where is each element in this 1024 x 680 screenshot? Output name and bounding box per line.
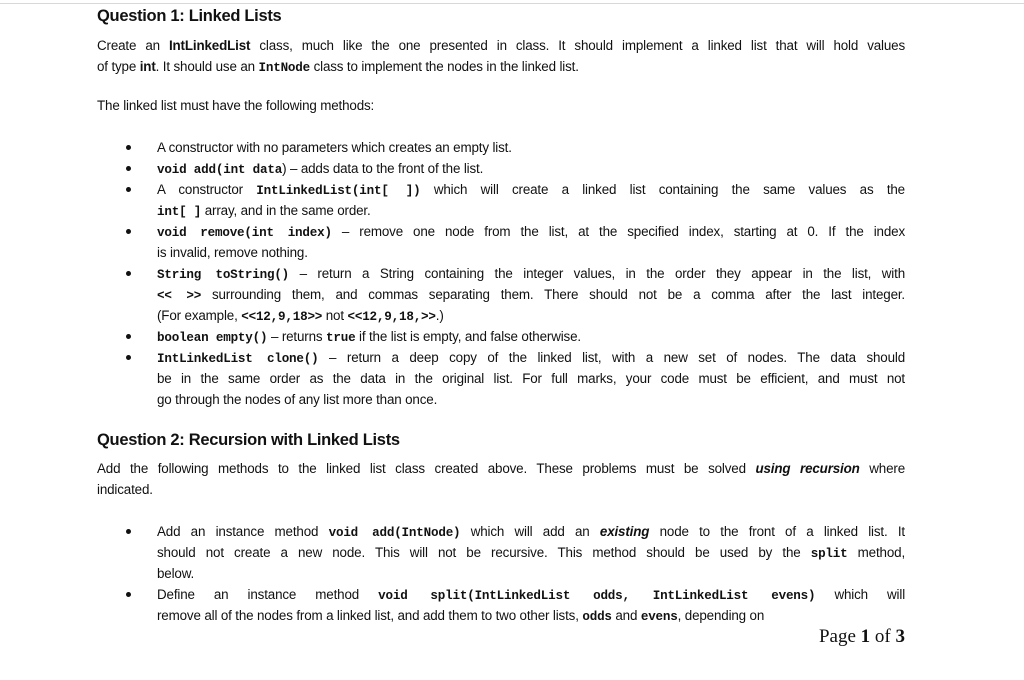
text: which will create a linked list containing the same values as the <box>420 182 905 197</box>
list-item <box>157 179 905 221</box>
text-line <box>157 605 905 626</box>
bullet-icon <box>126 355 131 360</box>
text-line <box>157 200 905 221</box>
text: be in the same order as the data in the original list. For full marks, your code must be efficient, and must not <box>157 371 905 386</box>
methods-intro-text: The linked list must have the following methods: <box>97 98 375 113</box>
text: node to the front of a linked list. It <box>649 524 905 539</box>
text: A constructor with no parameters which creates an empty list. <box>157 140 512 155</box>
methods-intro <box>97 95 905 116</box>
bullet-icon <box>126 334 131 339</box>
text-line <box>157 179 905 200</box>
emphasis-text: IntLinkedList <box>168 38 251 53</box>
page-of: of <box>870 626 896 647</box>
list-item <box>157 137 905 158</box>
text-line <box>157 137 905 158</box>
text: go through the nodes of any list more than once. <box>157 392 438 407</box>
page-current: 1 <box>860 626 871 647</box>
text: remove all of the nodes from a linked list, and add them to two other lists, <box>157 608 583 623</box>
emphasis-text: int <box>139 59 156 74</box>
page-prefix: Page <box>818 626 861 647</box>
question-1-title: Question 1: Linked Lists <box>97 7 282 25</box>
bullet-icon <box>126 592 131 597</box>
bullet-icon <box>126 187 131 192</box>
code-text: true <box>326 331 356 345</box>
bullet-icon <box>126 271 131 276</box>
list-item <box>157 221 905 263</box>
text-line <box>157 221 905 242</box>
code-text: void split(IntLinkedList odds, IntLinkedList evens) <box>378 589 816 603</box>
bullet-icon <box>126 166 131 171</box>
text: – remove one node from the list, at the specified index, starting at 0. If the index <box>331 224 905 239</box>
code-text: IntLinkedList(int[ ]) <box>256 184 421 198</box>
text: surrounding them, and commas separating them. There should not be a comma after the last integer. <box>201 287 905 302</box>
text-line <box>157 158 905 179</box>
text-line <box>157 542 905 563</box>
text: of type <box>97 59 140 74</box>
question-1-method-list <box>157 137 905 410</box>
question-1-intro <box>97 35 905 77</box>
text: method, <box>847 545 905 560</box>
text: which will <box>815 587 905 602</box>
text: – return a deep copy of the linked list, with a new set of nodes. The data should <box>318 350 905 365</box>
text-line <box>157 347 905 368</box>
text-line <box>157 521 905 542</box>
code-text: boolean empty() <box>157 331 268 345</box>
question-2-method-list <box>157 521 905 626</box>
text: – returns <box>267 329 327 344</box>
list-item <box>157 347 905 410</box>
text-line <box>157 263 905 284</box>
list-item <box>157 584 905 626</box>
text: which will add an <box>460 524 600 539</box>
text: is invalid, remove nothing. <box>157 245 308 260</box>
list-item <box>157 263 905 326</box>
text: should not create a new node. This will not be recursive. This method should be used by the <box>157 545 811 560</box>
text: where <box>859 461 905 476</box>
code-text: IntNode <box>258 61 311 75</box>
text: array, and in the same order. <box>201 203 371 218</box>
text-line <box>157 326 905 347</box>
list-item <box>157 326 905 347</box>
code-text: void remove(int index) <box>157 226 332 240</box>
code-text: String toString() <box>157 268 290 282</box>
text: below. <box>157 566 195 581</box>
list-item <box>157 158 905 179</box>
text-line <box>157 368 905 389</box>
text: – return a String containing the integer values, in the order they appear in the list, with <box>289 266 905 281</box>
code-text: int[ ] <box>157 205 202 219</box>
text-line <box>157 284 905 305</box>
text-line <box>157 242 905 263</box>
code-text: <<12,9,18,>> <box>347 310 436 324</box>
text: and <box>611 608 641 623</box>
question-2-title: Question 2: Recursion with Linked Lists <box>97 431 400 449</box>
text: class to implement the nodes in the linked list. <box>310 59 579 74</box>
text: . It should use an <box>155 59 259 74</box>
text-line <box>157 563 905 584</box>
text: , depending on <box>677 608 765 623</box>
text-line <box>157 389 905 410</box>
text: Create an <box>97 38 169 53</box>
emphasis-text: existing <box>599 524 650 539</box>
text-line <box>97 458 905 479</box>
text: indicated. <box>97 482 153 497</box>
text-line <box>157 584 905 605</box>
page-number <box>819 626 905 648</box>
text: A constructor <box>157 182 257 197</box>
text-line <box>157 305 905 326</box>
code-text: split <box>810 547 848 561</box>
text: if the list is empty, and false otherwise. <box>355 329 581 344</box>
text-line <box>97 479 905 500</box>
code-text: <<12,9,18>> <box>241 310 323 324</box>
text: Add an instance method <box>157 524 329 539</box>
question-2-intro <box>97 458 905 500</box>
bullet-icon <box>126 229 131 234</box>
emphasis-text: using recursion <box>755 461 860 476</box>
text: Define an instance method <box>157 587 379 602</box>
text: ) – adds data to the front of the list. <box>282 161 484 176</box>
code-text: void add(int data <box>157 163 283 177</box>
bullet-icon <box>126 145 131 150</box>
code-text: evens <box>640 610 678 624</box>
page-top-border <box>0 3 1024 4</box>
code-text: odds <box>582 610 612 624</box>
page-total: 3 <box>895 626 905 647</box>
bullet-icon <box>126 529 131 534</box>
code-text: void add(IntNode) <box>328 526 461 540</box>
text: not <box>322 308 348 323</box>
text: class, much like the one presented in class. It should implement a linked list that will hold values <box>250 38 905 53</box>
code-text: IntLinkedList clone() <box>157 352 319 366</box>
text-line <box>97 56 905 77</box>
text-line <box>97 35 905 56</box>
list-item <box>157 521 905 584</box>
text: Add the following methods to the linked list class created above. These problems must be solved <box>97 461 756 476</box>
code-text: << >> <box>157 289 202 303</box>
text: .) <box>435 308 444 323</box>
text: (For example, <box>157 308 242 323</box>
